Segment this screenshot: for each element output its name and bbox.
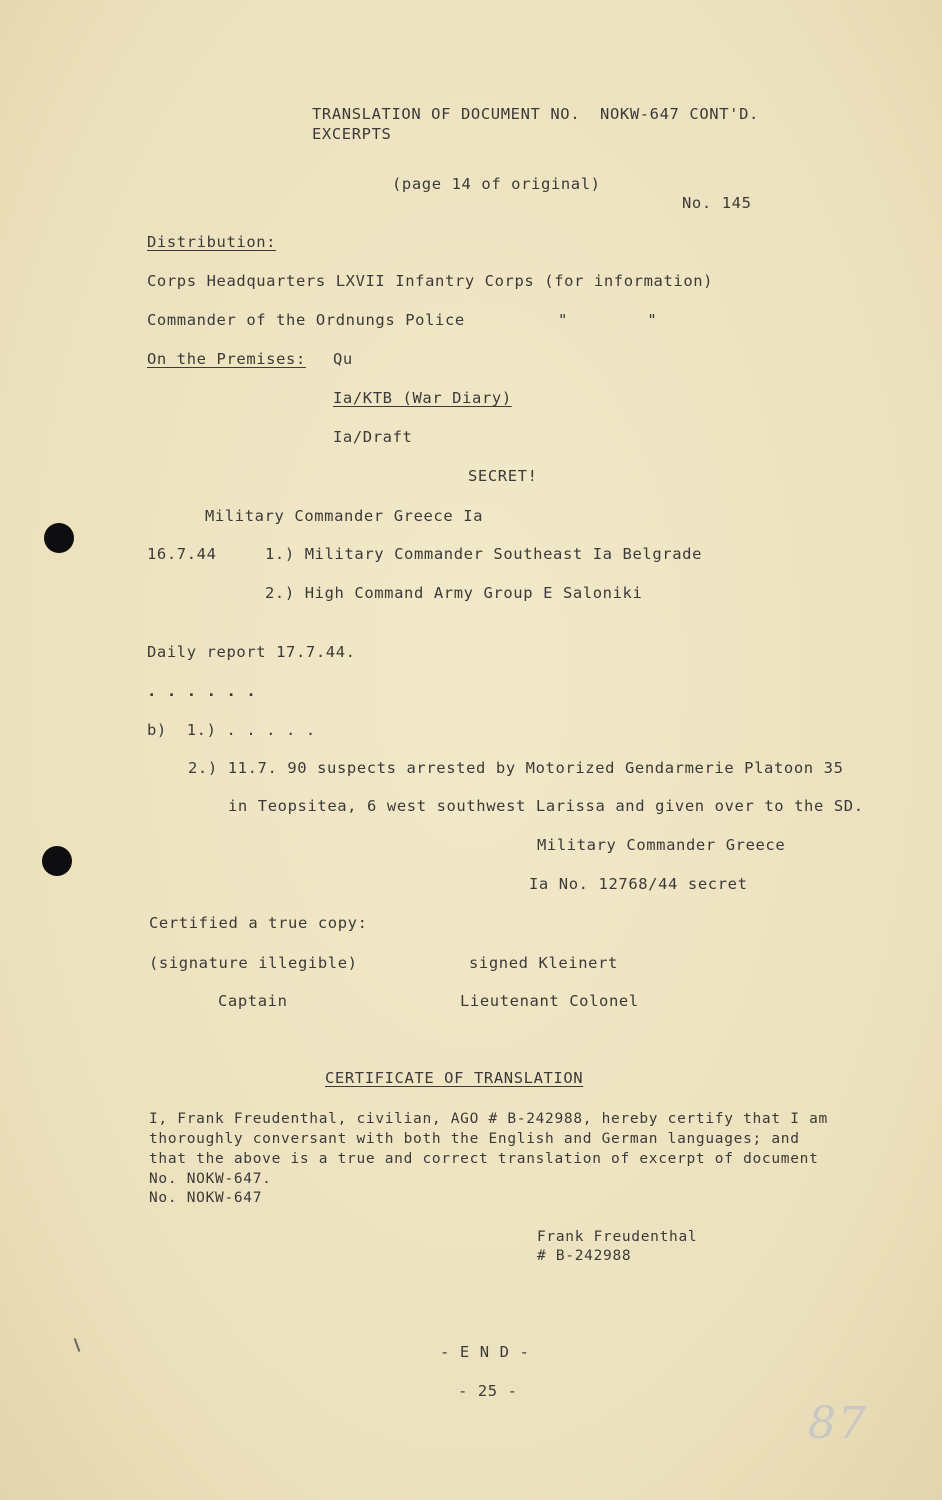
- distribution-label: Distribution:: [147, 233, 277, 251]
- certificate-line-2: thoroughly conversant with both the English and German languages; and: [149, 1131, 800, 1147]
- document-title: TRANSLATION OF DOCUMENT NO. NOKW-647 CONT'D.: [312, 105, 759, 123]
- page-number: - 25 -: [458, 1382, 518, 1400]
- stray-mark: [74, 1338, 81, 1352]
- right-rank: Lieutenant Colonel: [460, 992, 639, 1010]
- page-reference: (page 14 of original): [392, 175, 601, 193]
- date: 16.7.44: [147, 545, 217, 563]
- item-2-line-1: 2.) 11.7. 90 suspects arrested by Motorized Gendarmerie Platoon 35: [188, 759, 844, 777]
- document-subtitle: EXCERPTS: [312, 125, 392, 143]
- omission-dots: . . . . . .: [147, 682, 257, 700]
- translator-name: Frank Freudenthal: [537, 1229, 698, 1245]
- item-b: b) 1.) . . . . .: [147, 721, 316, 739]
- certificate-heading: CERTIFICATE OF TRANSLATION: [325, 1069, 584, 1087]
- premises-item-war-diary: Ia/KTB (War Diary): [333, 389, 512, 407]
- punch-hole-bottom: [42, 846, 72, 876]
- recipient-2: 2.) High Command Army Group E Saloniki: [265, 584, 643, 602]
- ditto-marks: " ": [558, 311, 658, 329]
- distribution-line-2: Commander of the Ordnungs Police: [147, 311, 465, 329]
- right-signature: signed Kleinert: [469, 954, 618, 972]
- certificate-line-1: I, Frank Freudenthal, civilian, AGO # B-242988, hereby certify that I am: [149, 1111, 828, 1127]
- classification: SECRET!: [468, 467, 538, 485]
- end-marker: - E N D -: [440, 1343, 530, 1361]
- premises-label: On the Premises:: [147, 350, 306, 368]
- certificate-line-3: that the above is a true and correct translation of excerpt of document: [149, 1151, 819, 1167]
- certificate-line-5: No. NOKW-647: [149, 1190, 263, 1206]
- handwritten-page-number: 87: [808, 1398, 868, 1449]
- signoff-org: Military Commander Greece: [537, 836, 786, 854]
- certificate-line-4: No. NOKW-647.: [149, 1171, 272, 1187]
- recipient-1: 1.) Military Commander Southeast Ia Belgrade: [265, 545, 702, 563]
- punch-hole-top: [44, 523, 74, 553]
- report-title: Daily report 17.7.44.: [147, 643, 356, 661]
- premises-value: Qu: [333, 350, 353, 368]
- left-rank: Captain: [218, 992, 288, 1010]
- distribution-line-1: Corps Headquarters LXVII Infantry Corps (for information): [147, 272, 714, 290]
- premises-item-draft: Ia/Draft: [333, 428, 413, 446]
- signoff-ref: Ia No. 12768/44 secret: [529, 875, 748, 893]
- translator-id: # B-242988: [537, 1248, 632, 1264]
- item-2-line-2: in Teopsitea, 6 west southwest Larissa and given over to the SD.: [228, 797, 864, 815]
- left-signature: (signature illegible): [149, 954, 358, 972]
- document-number: No. 145: [682, 194, 752, 212]
- certified-label: Certified a true copy:: [149, 914, 368, 932]
- sender: Military Commander Greece Ia: [205, 507, 484, 525]
